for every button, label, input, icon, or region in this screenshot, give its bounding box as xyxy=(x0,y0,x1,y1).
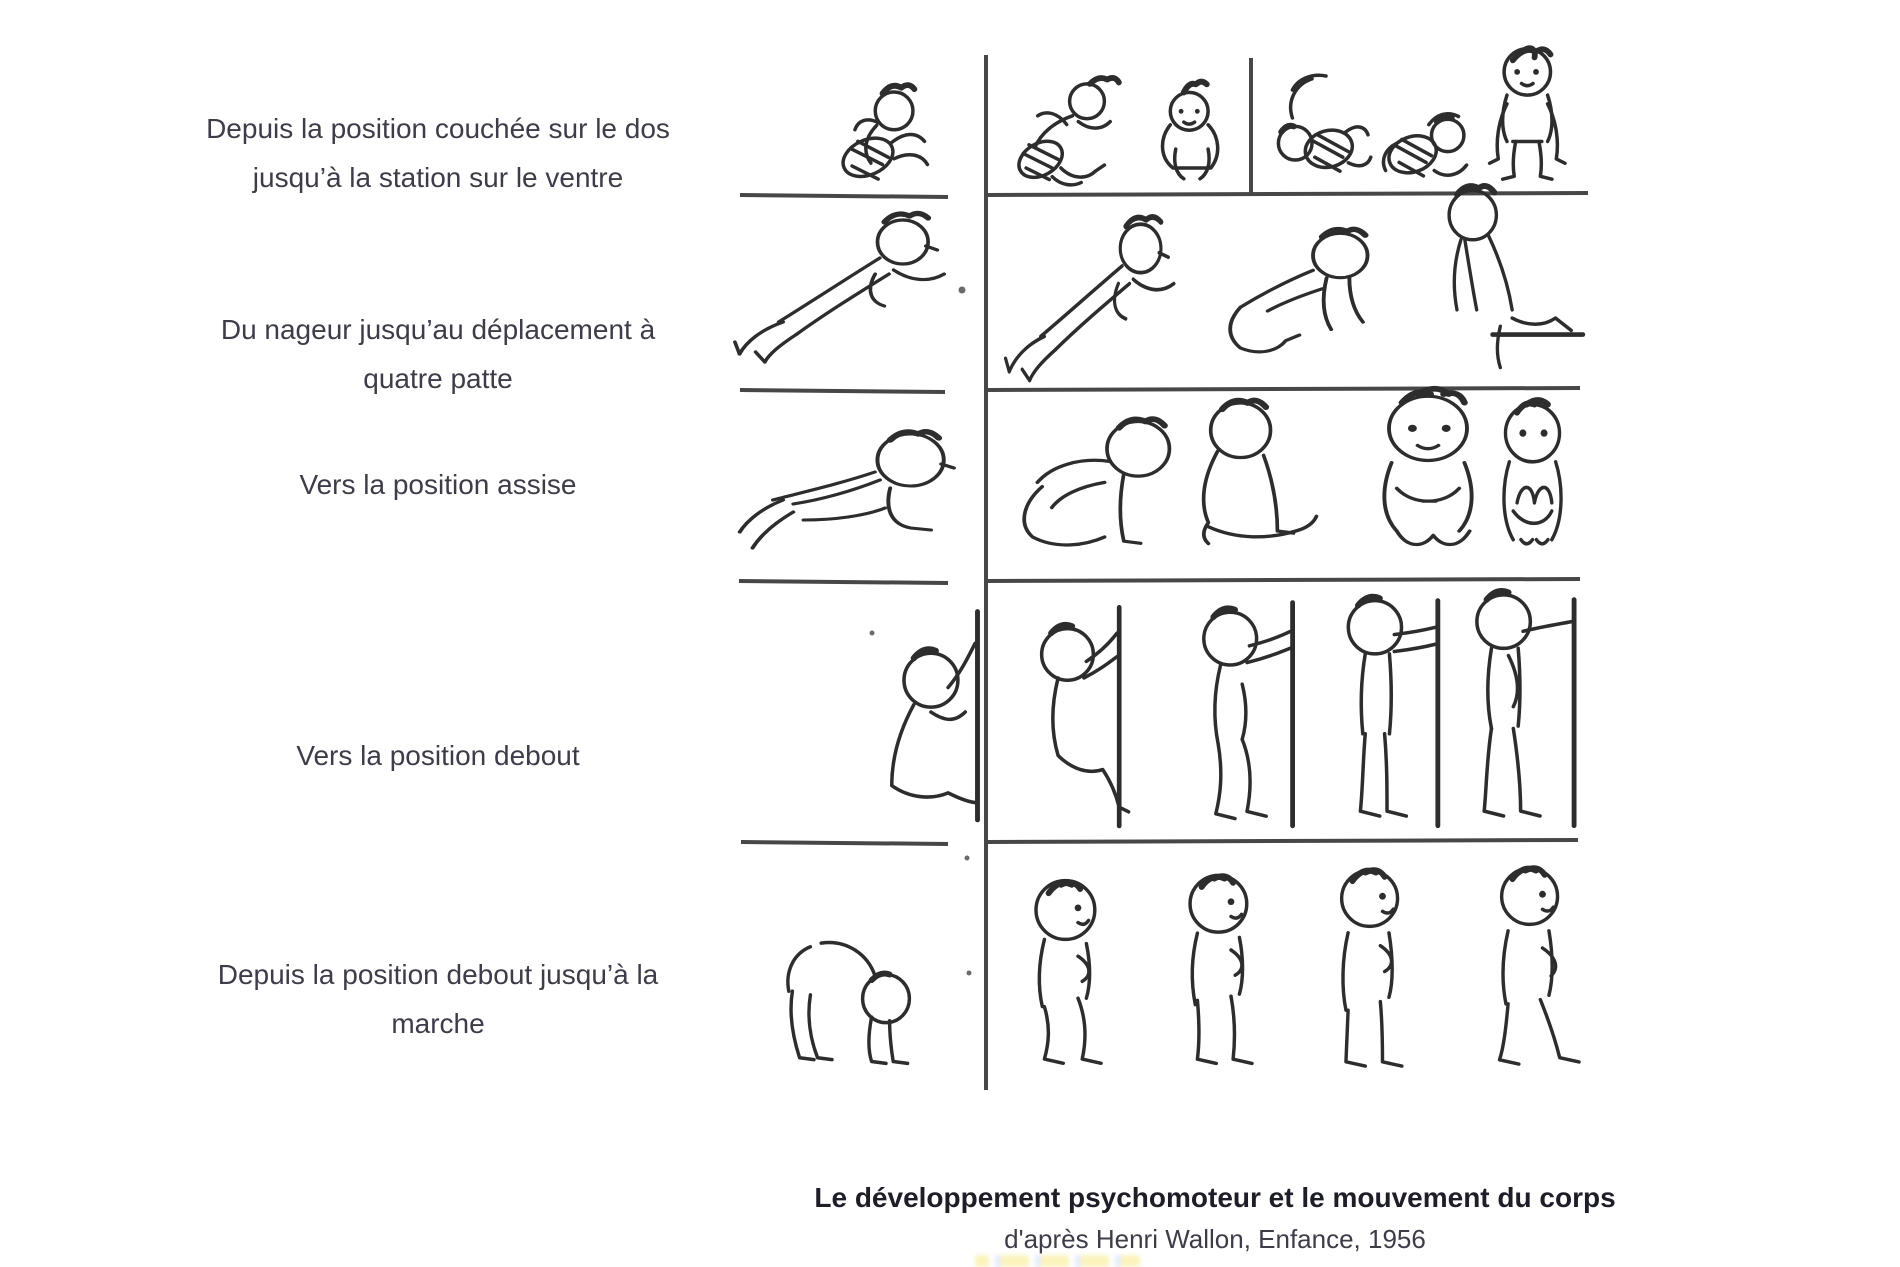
ink-speck xyxy=(959,287,966,294)
label-line: Depuis la position debout jusqu’à la xyxy=(217,959,659,990)
baby-sitting-cross-legged-icon xyxy=(1384,389,1471,545)
baby-bear-walking-icon xyxy=(788,943,910,1064)
ink-speck xyxy=(965,856,970,861)
baby-crawling-all-fours-icon xyxy=(1024,419,1169,545)
grid-line-h2-left xyxy=(740,390,945,392)
baby-tangled-roll-icon xyxy=(1383,114,1466,179)
grid-line-h2-right xyxy=(988,388,1580,390)
ink-speck xyxy=(870,631,875,636)
label-line: Du nageur jusqu’au déplacement à xyxy=(220,314,656,345)
label-line: marche xyxy=(391,1008,485,1039)
caption-title: Le développement psychomoteur et le mouvement du corps xyxy=(814,1182,1616,1213)
baby-sitting-hugging-knees-icon xyxy=(1504,400,1561,544)
baby-crouched-on-tummy-icon xyxy=(1163,82,1218,179)
grid-line-h3-left xyxy=(739,581,948,583)
baby-sitting-leaning-on-hands-icon xyxy=(1204,401,1317,544)
label-line: quatre patte xyxy=(363,363,513,394)
label-line: Vers la position debout xyxy=(296,740,580,771)
baby-kneeling-holding-support-icon xyxy=(1042,607,1129,826)
figure-caption xyxy=(700,1176,1730,1258)
caption-source: d'après Henri Wallon, Enfance, 1956 xyxy=(1004,1224,1426,1254)
baby-kneeling-reaching-support-icon xyxy=(892,612,978,820)
baby-prone-on-forearms-icon xyxy=(740,432,954,548)
grid-line-h1-left xyxy=(740,195,948,197)
toddler-standing-knees-bent-icon xyxy=(1036,881,1101,1064)
grid-line-h1-right xyxy=(988,193,1588,195)
scan-highlight-artifact xyxy=(975,1255,1140,1267)
baby-pushing-up-facing-viewer-icon xyxy=(1490,48,1565,179)
baby-standing-sideways-holding-support-icon xyxy=(1477,591,1574,826)
baby-rolling-to-side-icon xyxy=(1013,78,1119,185)
grid-line-h3-right xyxy=(988,579,1580,581)
toddler-walking-icon xyxy=(1500,868,1580,1064)
toddler-standing-straighter-icon xyxy=(1190,875,1252,1063)
grid-line-h4-right xyxy=(988,840,1578,842)
toddler-standing-upright-icon xyxy=(1342,870,1402,1066)
ink-speck xyxy=(967,971,972,976)
baby-rolling-over-legs-up-icon xyxy=(1278,75,1370,172)
baby-climbing-ledge-icon xyxy=(1449,186,1583,368)
baby-swimmer-pose-icon xyxy=(1006,217,1174,380)
baby-standing-bent-holding-support-icon xyxy=(1204,603,1293,826)
grid-line-h4-left xyxy=(741,842,948,844)
grid-lines xyxy=(739,55,1588,1090)
baby-lying-on-back-curled-icon xyxy=(837,85,927,184)
label-line: Vers la position assise xyxy=(299,469,577,500)
baby-commando-crawl-icon xyxy=(1230,229,1367,351)
baby-standing-holding-support-icon xyxy=(1348,597,1438,826)
label-line: jusqu’à la station sur le ventre xyxy=(252,162,624,193)
label-line: Depuis la position couchée sur le dos xyxy=(206,113,670,144)
baby-swimmer-pose-icon xyxy=(735,213,944,362)
